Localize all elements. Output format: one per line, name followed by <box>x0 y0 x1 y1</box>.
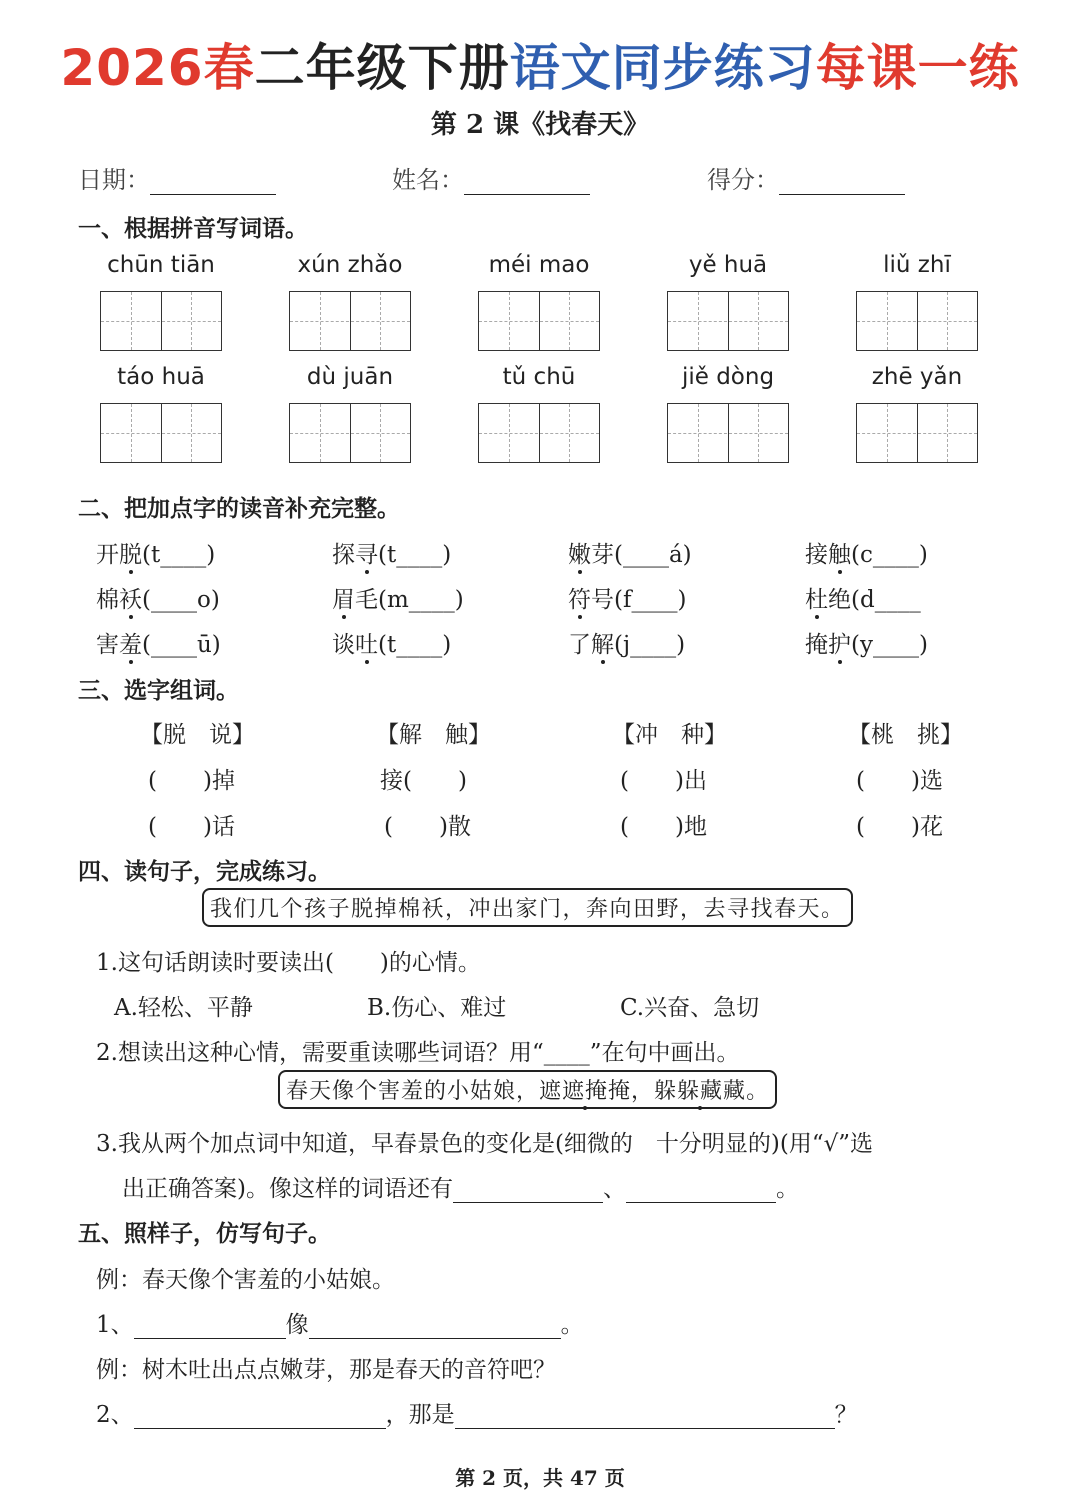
pinyin-label: méi mao <box>488 252 590 278</box>
phonetic-item[interactable]: 掩护(y____) <box>805 626 928 659</box>
writing-grid[interactable] <box>856 403 978 463</box>
section5-title: 五、照样子，仿写句子。 <box>78 1220 331 1247</box>
question-3: 3.我从两个加点词中知道，早春景色的变化是(细微的 十分明显的)(用“√”选 <box>96 1131 874 1157</box>
word-blank[interactable]: ( )出 <box>620 768 707 794</box>
page-title <box>0 28 1080 100</box>
writing-grid[interactable] <box>100 291 222 351</box>
option-b[interactable]: B.伤心、难过 <box>367 995 507 1021</box>
pinyin-label: zhē yǎn <box>871 364 963 390</box>
title-grade: 二年级下册 <box>254 39 510 97</box>
page-number: 第 2 页，共 47 页 <box>455 1466 625 1490</box>
writing-grid[interactable] <box>856 291 978 351</box>
word-blank[interactable]: ( )地 <box>620 814 707 840</box>
date-label: 日期： <box>78 166 150 194</box>
phonetic-item[interactable]: 杜绝(d____ <box>805 581 921 614</box>
word-blank[interactable]: ( )花 <box>856 814 943 840</box>
phonetic-item[interactable]: 探寻(t____) <box>332 536 451 569</box>
score-label: 得分： <box>707 166 779 194</box>
phonetic-item[interactable]: 害羞(____ū) <box>96 626 221 659</box>
writing-grid[interactable] <box>289 403 411 463</box>
title-year: 2026春 <box>60 39 255 97</box>
section1-title: 一、根据拼音写词语。 <box>78 215 308 242</box>
word-blank[interactable]: ( )选 <box>856 768 943 794</box>
phonetic-item[interactable]: 棉袄(____o) <box>96 581 220 614</box>
lesson-title: 第 2 课《找春天》 <box>430 110 650 140</box>
name-label: 姓名： <box>392 166 464 194</box>
title-tail: 每课一练 <box>815 39 1020 97</box>
pinyin-label: táo huā <box>117 364 205 390</box>
phonetic-item[interactable]: 符号(f____) <box>568 581 686 614</box>
writing-grid[interactable] <box>478 403 600 463</box>
word-blank[interactable]: ( )散 <box>384 814 471 840</box>
pinyin-label: xún zhǎo <box>297 252 403 278</box>
question-3-line2[interactable]: 出正确答案)。像这样的词语还有 、 。 <box>122 1176 799 1202</box>
section4-title: 四、读句子，完成练习。 <box>78 858 331 885</box>
char-choice: 【桃 挑】 <box>848 722 963 748</box>
word-blank[interactable]: 接( ) <box>380 768 467 794</box>
imitation-line-1[interactable]: 1、 像 。 <box>96 1312 584 1338</box>
char-choice: 【脱 说】 <box>140 722 255 748</box>
score-field[interactable] <box>707 160 905 195</box>
question-2: 2.想读出这种心情，需要重读哪些词语？用“____”在句中画出。 <box>96 1040 740 1066</box>
date-field[interactable] <box>78 160 276 195</box>
example-1: 例：春天像个害羞的小姑娘。 <box>96 1267 395 1293</box>
pinyin-label: dù juān <box>306 364 394 390</box>
example-2: 例：树木吐出点点嫩芽，那是春天的音符吧？ <box>96 1357 556 1383</box>
question-1: 1.这句话朗读时要读出( )的心情。 <box>96 950 481 976</box>
pinyin-label: yě huā <box>688 252 768 278</box>
word-blank[interactable]: ( )掉 <box>148 768 235 794</box>
writing-grid[interactable] <box>478 291 600 351</box>
word-blank[interactable]: ( )话 <box>148 814 235 840</box>
quoted-sentence-1: 我们几个孩子脱掉棉袄，冲出家门，奔向田野，去寻找春天。 <box>202 888 853 927</box>
quoted-sentence-2: 春天像个害羞的小姑娘，遮遮掩掩，躲躲藏藏。 <box>278 1070 777 1109</box>
pinyin-label: jiě dòng <box>681 364 775 390</box>
phonetic-item[interactable]: 接触(c____) <box>805 536 928 569</box>
writing-grid[interactable] <box>667 291 789 351</box>
pinyin-label: tǔ chū <box>502 364 576 390</box>
title-subject: 语文同步练习 <box>509 39 816 97</box>
pinyin-label: liǔ zhī <box>883 252 951 278</box>
writing-grid[interactable] <box>667 403 789 463</box>
writing-grid[interactable] <box>100 403 222 463</box>
char-choice: 【解 触】 <box>376 722 491 748</box>
option-a[interactable]: A.轻松、平静 <box>114 995 253 1021</box>
phonetic-item[interactable]: 开脱(t____) <box>96 536 215 569</box>
section2-title: 二、把加点字的读音补充完整。 <box>78 495 400 522</box>
phonetic-item[interactable]: 了解(j____) <box>568 626 685 659</box>
phonetic-item[interactable]: 谈吐(t____) <box>332 626 451 659</box>
phonetic-item[interactable]: 眉毛(m____) <box>332 581 464 614</box>
name-field[interactable] <box>392 160 590 195</box>
option-c[interactable]: C.兴奋、急切 <box>620 995 760 1021</box>
char-choice: 【冲 种】 <box>612 722 727 748</box>
pinyin-label: chūn tiān <box>107 252 215 278</box>
section3-title: 三、选字组词。 <box>78 677 239 704</box>
phonetic-item[interactable]: 嫩芽(____á) <box>568 536 692 569</box>
writing-grid[interactable] <box>289 291 411 351</box>
imitation-line-2[interactable]: 2、 ，那是 ？ <box>96 1402 858 1428</box>
